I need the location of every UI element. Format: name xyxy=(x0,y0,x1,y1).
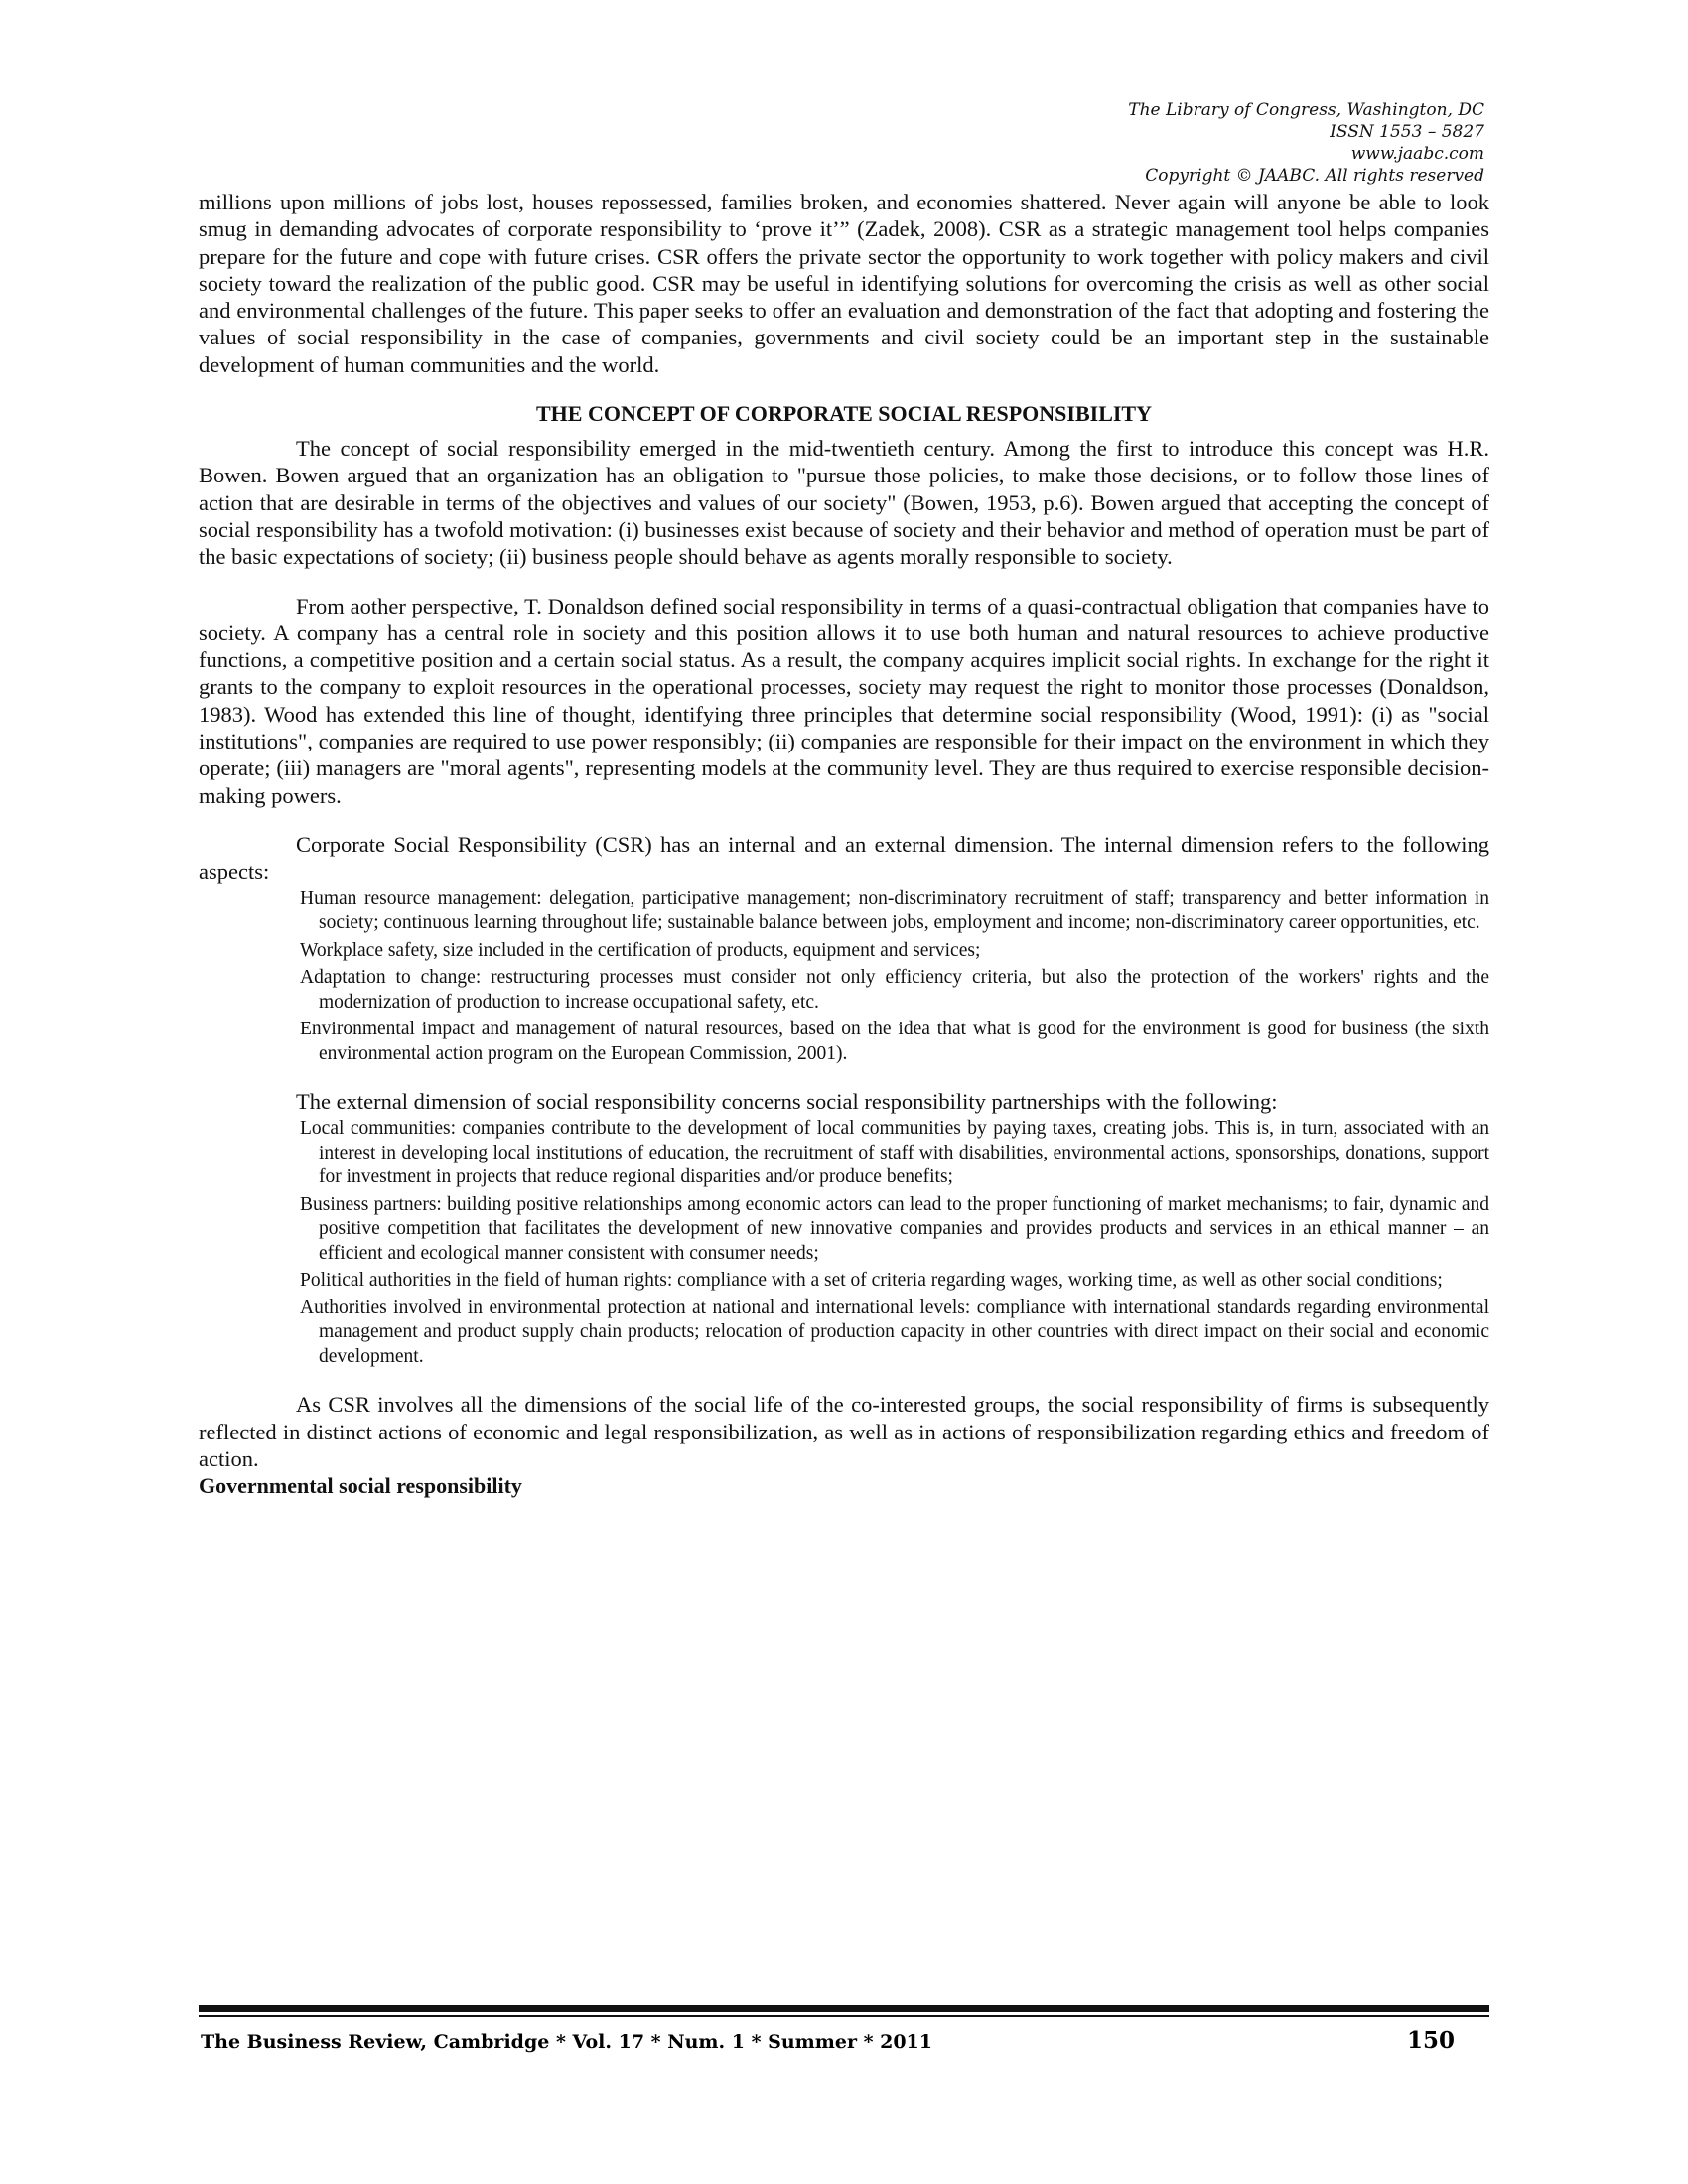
list-item: Human resource management: delegation, participative management; non-discriminatory recruitment of staff; transparency and better information in society; continuous learning throughout life; sustainable balance between jobs, employment and income; non-discriminatory career opportunities, etc. xyxy=(300,887,1489,934)
footer-rule-thin xyxy=(199,2015,1489,2017)
list-item: Adaptation to change: restructuring processes must consider not only efficiency criteria, but also the protection of the workers' rights and the modernization of production to increase occupational safety, etc. xyxy=(300,967,1489,1013)
list-item: Local communities: companies contribute to the development of local communities by paying taxes, creating jobs. This is, in turn, associated with an interest in developing local institutions of education, the recruitment of staff with disabilities, environmental actions, sponsorships, donations, support for investment in projects that reduce regional disparities and/or produce benefits; xyxy=(300,1118,1489,1188)
footer-journal: The Business Review, Cambridge * Vol. 17 * Num. 1 * Summer * 2011 xyxy=(201,2031,933,2053)
list-item: Political authorities in the field of human rights: compliance with a set of criteria regarding wages, working time, as well as other social conditions; xyxy=(300,1270,1443,1292)
list-item: Business partners: building positive relationships among economic actors can lead to the proper functioning of market mechanisms; to fair, dynamic and positive competition that facilitates the development of new innovative companies and provides products and services in an ethical manner – an efficient and ecological manner consistent with consumer needs; xyxy=(300,1193,1489,1264)
list-item: Authorities involved in environmental protection at national and international levels: compliance with international standards regarding environmental management and product supply chain products; relocation of production capacity in other countries with direct impact on their social and economic development. xyxy=(300,1297,1489,1367)
paragraph-external-dimension: The external dimension of social responsibility concerns social responsibility partnerships with the following: xyxy=(296,1089,1278,1115)
header-issn: ISSN 1553 – 5827 xyxy=(1330,122,1484,142)
page-number: 150 xyxy=(1406,2027,1455,2054)
list-item: Environmental impact and management of natural resources, based on the idea that what is good for the environment is good for business (the sixth environmental action program on the European Commission, 2001). xyxy=(300,1019,1489,1064)
intro-paragraph: millions upon millions of jobs lost, houses repossessed, families broken, and economies shattered. Never again will anyone be able to look smug in demanding advocates of corporate responsibility to ‘prove it’” (Zadek, 2008). CSR as a strategic management tool helps companies prepare for the future and cope with future crises. CSR offers the private sector the opportunity to work together with policy makers and civil society toward the realization of the public good. CSR may be useful in identifying solutions for overcoming the crisis as well as other social and environmental challenges of the future. This paper seeks to offer an evaluation and demonstration of the fact that adopting and fostering the values of social responsibility in the case of companies, governments and civil society could be an important step in the sustainable development of human communities and the world. xyxy=(199,190,1489,377)
page xyxy=(199,99,1489,1500)
subheading: Governmental social responsibility xyxy=(199,1473,522,1499)
paragraph-internal-dimension: Corporate Social Responsibility (CSR) has an internal and an external dimension. The internal dimension refers to the following aspects: xyxy=(199,831,1489,885)
paragraph-conclusion: As CSR involves all the dimensions of the social life of the co-interested groups, the social responsibility of firms is subsequently reflected in distinct actions of economic and legal responsibilization, as well as in actions of responsibilization regarding ethics and freedom of action. xyxy=(199,1392,1489,1471)
running-header xyxy=(199,99,1489,187)
page-footer xyxy=(199,2005,1489,2054)
section-title: THE CONCEPT OF CORPORATE SOCIAL RESPONSIBILITY xyxy=(536,401,1152,427)
header-library: The Library of Congress, Washington, DC xyxy=(1128,100,1484,120)
external-partnerships-list xyxy=(199,1117,1489,1369)
header-website: www.jaabc.com xyxy=(1350,144,1484,164)
paragraph-bowen: The concept of social responsibility emerged in the mid-twentieth century. Among the first to introduce this concept was H.R. Bowen. Bowen argued that an organization has an obligation to "pursue those policies, to make those decisions, or to follow those lines of action that are desirable in terms of the objectives and values of our society" (Bowen, 1953, p.6). Bowen argued that accepting the concept of social responsibility has a twofold motivation: (i) businesses exist because of society and their behavior and method of operation must be part of the basic expectations of society; (ii) business people should behave as agents morally responsible to society. xyxy=(199,436,1489,570)
paragraph-donaldson: From aother perspective, T. Donaldson defined social responsibility in terms of a quasi-contractual obligation that companies have to society. A company has a central role in society and this position allows it to use both human and natural resources to achieve productive functions, a competitive position and a certain social status. As a result, the company acquires implicit social rights. In exchange for the right it grants to the company to exploit resources in the operational processes, society may request the right to monitor those processes (Donaldson, 1983). Wood has extended this line of thought, identifying three principles that determine social responsibility (Wood, 1991): (i) as "social institutions", companies are required to use power responsibly; (ii) companies are responsible for their impact on the environment in which they operate; (iii) managers are "moral agents", representing models at the community level. They are thus required to exercise responsible decision-making powers. xyxy=(199,593,1489,808)
footer-rule-thick xyxy=(199,2005,1489,2012)
header-copyright: Copyright © JAABC. All rights reserved xyxy=(1145,166,1484,186)
footer-row xyxy=(199,2027,1489,2054)
list-item: Workplace safety, size included in the certification of products, equipment and services; xyxy=(300,939,981,961)
internal-aspects-list xyxy=(199,887,1489,1067)
article-body xyxy=(199,189,1489,1500)
